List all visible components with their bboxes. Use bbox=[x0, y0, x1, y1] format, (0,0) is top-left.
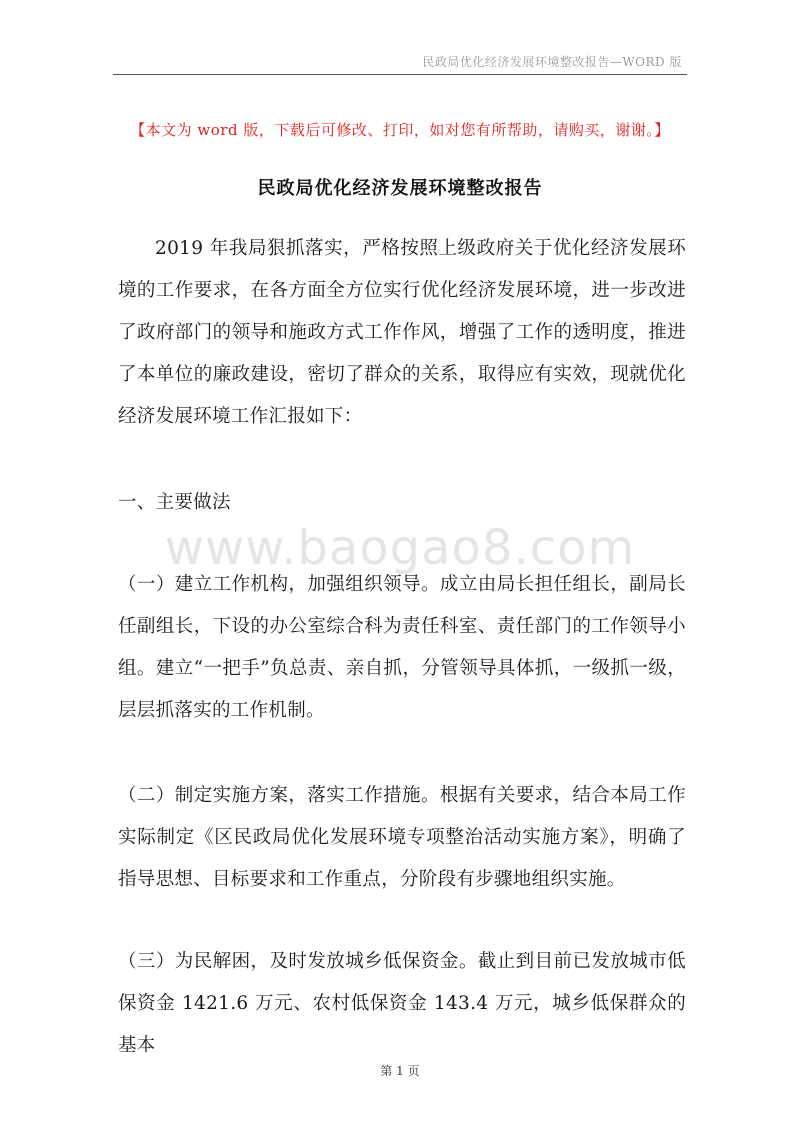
intro-paragraph: 2019 年我局狠抓落实，严格按照上级政府关于优化经济发展环境的工作要求，在各方面全方位实行优化经济发展环境，进一步改进了政府部门的领导和施政方式工作作风，增强了工作的透明度，推进了本单位的廉政建设，密切了群众的关系，取得应有实效，现就优化经济发展环境工作汇报如下： bbox=[118, 238, 686, 427]
purchase-notice: 【本文为 word 版，下载后可修改、打印，如对您有所帮助，请购买，谢谢。】 bbox=[130, 121, 670, 139]
header-divider bbox=[113, 74, 687, 75]
watermark: www.baogao8.com bbox=[164, 520, 636, 576]
paragraph-section-2: （二）制定实施方案，落实工作措施。根据有关要求，结合本局工作实际制定《区民政局优化发展环境专项整治活动实施方案》，明确了指导思想、目标要求和工作重点，分阶段有步骤地组织实施。 bbox=[118, 785, 686, 890]
document-title: 民政局优化经济发展环境整改报告 bbox=[257, 178, 543, 199]
paragraph-section-1: （一）建立工作机构，加强组织领导。成立由局长担任组长，副局长任副组长，下设的办公室综合科为责任科室、责任部门的工作领导小组。建立“一把手”负总责、亲自抓，分管领导具体抓，一级抓一级，层层抓落实的工作机制。 bbox=[118, 574, 686, 721]
section-heading: 一、主要做法 bbox=[118, 492, 231, 513]
running-title: 民政局优化经济发展环境整改报告—WORD 版 bbox=[422, 55, 682, 69]
page-number: 第 1 页 bbox=[380, 1064, 420, 1078]
paragraph-section-3: （三）为民解困，及时发放城乡低保资金。截止到目前已发放城市低保资金 1421.6 万元、农村低保资金 143.4 万元，城乡低保群众的基本 bbox=[118, 951, 686, 1056]
